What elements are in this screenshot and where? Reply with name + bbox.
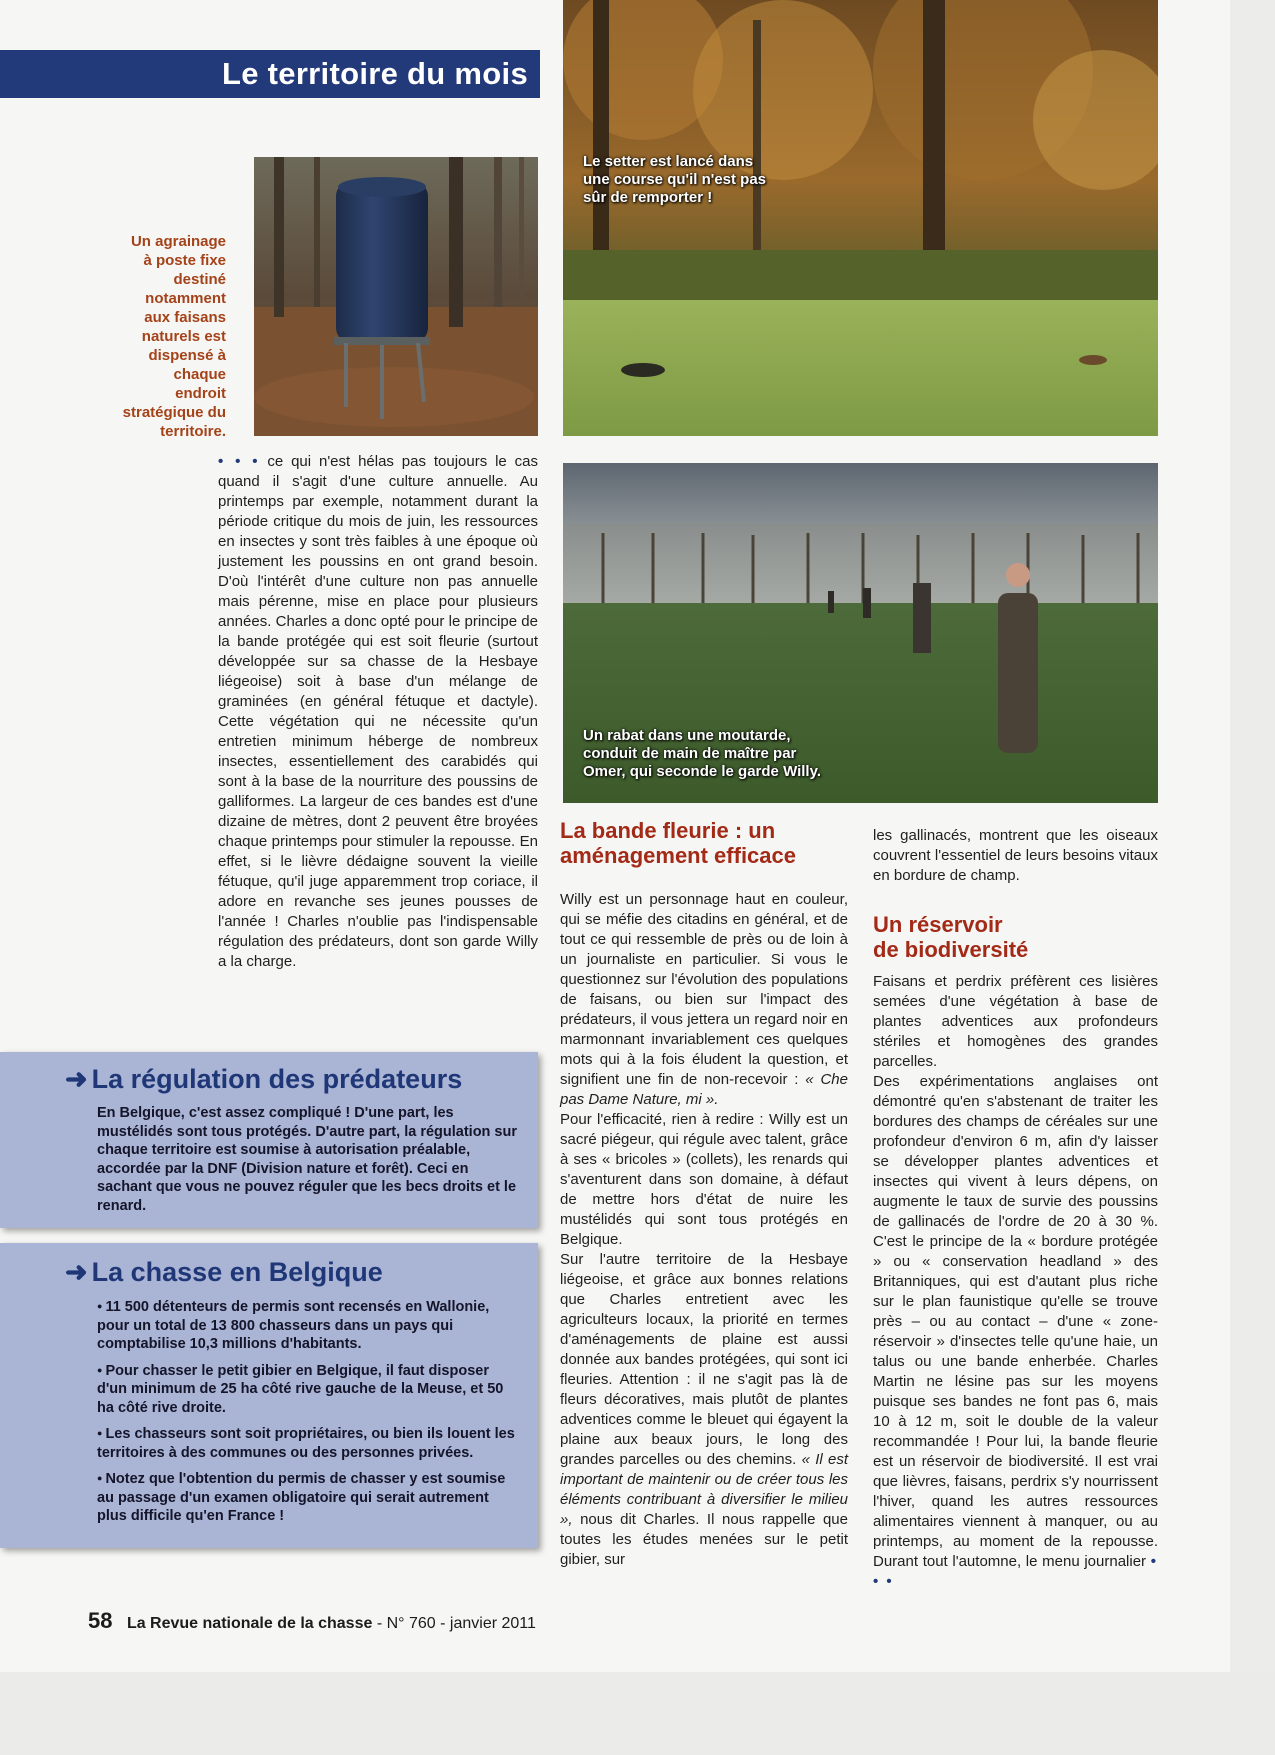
heading-reservoir-biodiversite: Un réservoir de biodiversité xyxy=(873,912,1029,962)
section-banner xyxy=(0,50,540,98)
regulation-box-text: En Belgique, c'est assez compliqué ! D'une part, les mustélidés sont tous protégés. D'autre part, la régulation sur chaque territoire est soumise à autorisation préalable, accordée par la DNF (Division nature et forêt). Ceci en sachant que vous ne pouvez réguler que les becs droits et le renard. xyxy=(97,1105,517,1214)
continued-dots: • • • xyxy=(873,1553,1159,1590)
reservoir-paragraph-1: Faisans et perdrix préfèrent ces lisières semées d'une végétation à base de plantes adventices aux profondeurs stériles et homogènes des grandes parcelles. xyxy=(873,973,1158,1070)
heading-bande-fleurie: La bande fleurie : un aménagement efficace xyxy=(560,818,796,868)
feeder-barrel-illustration xyxy=(254,157,538,436)
bande-paragraph-3: Sur l'autre territoire de la Hesbaye liégeoise, et grâce aux bonnes relations que Charles entretient avec les agriculteurs locaux, la priorité en termes d'aménagements de plaine est aussi donnée aux bandes protégées, qui sont ici fleuries. Attention : il ne s'agit pas là de fleurs décoratives, mais plutôt de plantes adventices comme le bleuet qui égayent la plaine aux beaux jours, le long des grandes parcelles ou des chemins. xyxy=(560,1251,848,1468)
feeder-barrel-photo xyxy=(254,157,538,436)
chasse-box-title xyxy=(65,1257,383,1288)
bande-quote-2: « Il est important de maintenir ou de créer tous les éléments contribuant à diversifier le milieu », xyxy=(560,1451,849,1528)
page-number: 58 xyxy=(88,1608,113,1633)
bande-paragraph-1: Willy est un personnage haut en couleur, qui se méfie des citadins en général, et de tout ce qui ressemble de près ou de loin à un journaliste en particulier. Si vous le questionnez sur l'évolution des populations de faisans, ou bien sur l'impact des prédateurs, il vous jettera un regard noir en marmonnant invariablement ces quelques mots qui à la fois éludent la question, et signifient une fin de non-recevoir : xyxy=(560,891,848,1088)
list-item: ● Pour chasser le petit gibier en Belgique, il faut disposer d'un minimum de 25 ha côté rive gauche de la Meuse, et 50 ha côté rive droite. xyxy=(97,1361,517,1418)
page-edge xyxy=(1230,0,1275,1755)
page-footer xyxy=(88,1608,536,1634)
continuation-dots: • • • xyxy=(218,453,260,470)
autumn-field-illustration xyxy=(563,0,1158,436)
column-3-top-text: les gallinacés, montrent que les oiseaux couvrent l'essentiel de leurs besoins vitaux en bordure de champ. xyxy=(873,827,1158,884)
column-3-text xyxy=(873,972,1158,1592)
bande-paragraph-3-end: nous dit Charles. Il nous rappelle que toutes les études menées sur le petit gibier, sur xyxy=(560,1511,848,1568)
arrow-right-icon: ➜ xyxy=(65,1064,88,1094)
reservoir-paragraph-2: Des expérimentations anglaises ont démontré qu'en s'abstenant de traiter les bordures des champs de céréales sur une profondeur d'environ 6 m, afin d'y laisser se développer plantes adventices et insectes qui vivent à leurs dépens, on augmente le taux de survie des poussins de gallinacés de l'ordre de 20 à 30 %. C'est le principe de la « bordure protégée » ou « conservation headland » des Britanniques, qui est d'autant plus riche sur le plan faunistique qu'elle se trouve près – ou au contact – d'une « zone-réservoir » d'insectes telle qu'une haie, un talus ou une bande enherbée. Charles Martin ne lésine pas sur les moyens puisque ses bandes ne font pas 6, mais 10 à 12 m, soit le double de la valeur recommandée ! Pour lui, la bande fleurie est un réservoir de biodiversité. Il est vrai que lièvres, faisans, perdrix s'y nourrissent l'hiver, quand les autres ressources alimentaires viennent à manquer, ou au printemps, au moment de la repousse. Durant tout l'automne, le menu journalier xyxy=(873,1073,1158,1570)
regulation-title-text: La régulation des prédateurs xyxy=(91,1064,463,1094)
page-title: Le territoire du mois xyxy=(221,56,528,91)
setter-dog-photo xyxy=(563,0,1158,436)
feeder-photo-caption: Un agrainage à poste fixe destiné notamment aux faisans naturels est dispensé à chaque endroit stratégique du territoire. xyxy=(122,233,226,440)
page-bottom-margin xyxy=(0,1672,1275,1755)
magazine-name: La Revue nationale de la chasse xyxy=(126,1615,373,1632)
column-1-text xyxy=(218,452,538,972)
setter-photo-caption: Le setter est lancé dans une course qu'il n'est pas sûr de remporter ! xyxy=(583,153,767,206)
list-item: ● Notez que l'obtention du permis de chasser y est soumise au passage d'un examen obligatoire qui serait autrement plus difficile qu'en France ! xyxy=(97,1469,517,1526)
issue-info: - N° 760 - janvier 2011 xyxy=(376,1615,536,1632)
hunt-photo-caption: Un rabat dans une moutarde, conduit de main de maître par Omer, qui seconde le garde Willy. xyxy=(583,727,821,780)
bande-paragraph-2: Pour l'efficacité, rien à redire : Willy est un sacré piégeur, qui régule avec talent, grâce à ses « bricoles » (collets), les renards qui s'aventurent dans son domaine, à défaut de mettre hors d'état de nuire les mustélidés qui sont tous protégés en Belgique. xyxy=(560,1111,848,1248)
arrow-right-icon: ➜ xyxy=(65,1257,88,1287)
regulation-box-title xyxy=(65,1064,462,1095)
chasse-title-text: La chasse en Belgique xyxy=(91,1257,383,1287)
list-item: ● 11 500 détenteurs de permis sont recensés en Wallonie, pour un total de 13 800 chasseurs dans un pays qui comptabilise 10,3 millions d'habitants. xyxy=(97,1297,517,1354)
chasse-box-list xyxy=(97,1297,517,1533)
bande-quote-1: « Che pas Dame Nature, mi ». xyxy=(560,1071,848,1108)
chasse-belgique-box xyxy=(0,1243,538,1548)
regulation-box xyxy=(0,1052,538,1228)
column-1-paragraph: ce qui n'est hélas pas toujours le cas quand il s'agit d'une culture annuelle. Au printemps par exemple, notamment durant la période critique du mois de juin, les ressources en insectes y sont très faibles à une époque où justement les poussins en ont grand besoin. D'où l'intérêt d'une culture non pas annuelle mais pérenne, mise en place pour plusieurs années. Charles a donc opté pour le principe de la bande protégée qui est soit fleurie (surtout développée sur sa chasse de la Hesbaye liégeoise) soit à base d'un mélange de graminées (en général fétuque et dactyle). Cette végétation qui ne nécessite qu'un entretien minimum héberge de nombreux insectes, essentiellement des carabidés qui sont à la base de la nourriture des poussins de galliformes. La largeur de ces bandes est d'une dizaine de mètres, dont 2 peuvent être broyées chaque printemps pour stimuler la repousse. En effet, si le lièvre dédaigne souvent la vieille fétuque, qu'il juge apparemment trop coriace, il adore en revanche ses jeunes pousses de l'année ! Charles n'oublie pas l'indispensable régulation des prédateurs, dont son garde Willy a la charge. xyxy=(218,453,538,970)
list-item: ● Les chasseurs sont soit propriétaires, ou bien ils louent les territoires à des communes ou des personnes privées. xyxy=(97,1424,517,1462)
column-2-text xyxy=(560,890,848,1570)
